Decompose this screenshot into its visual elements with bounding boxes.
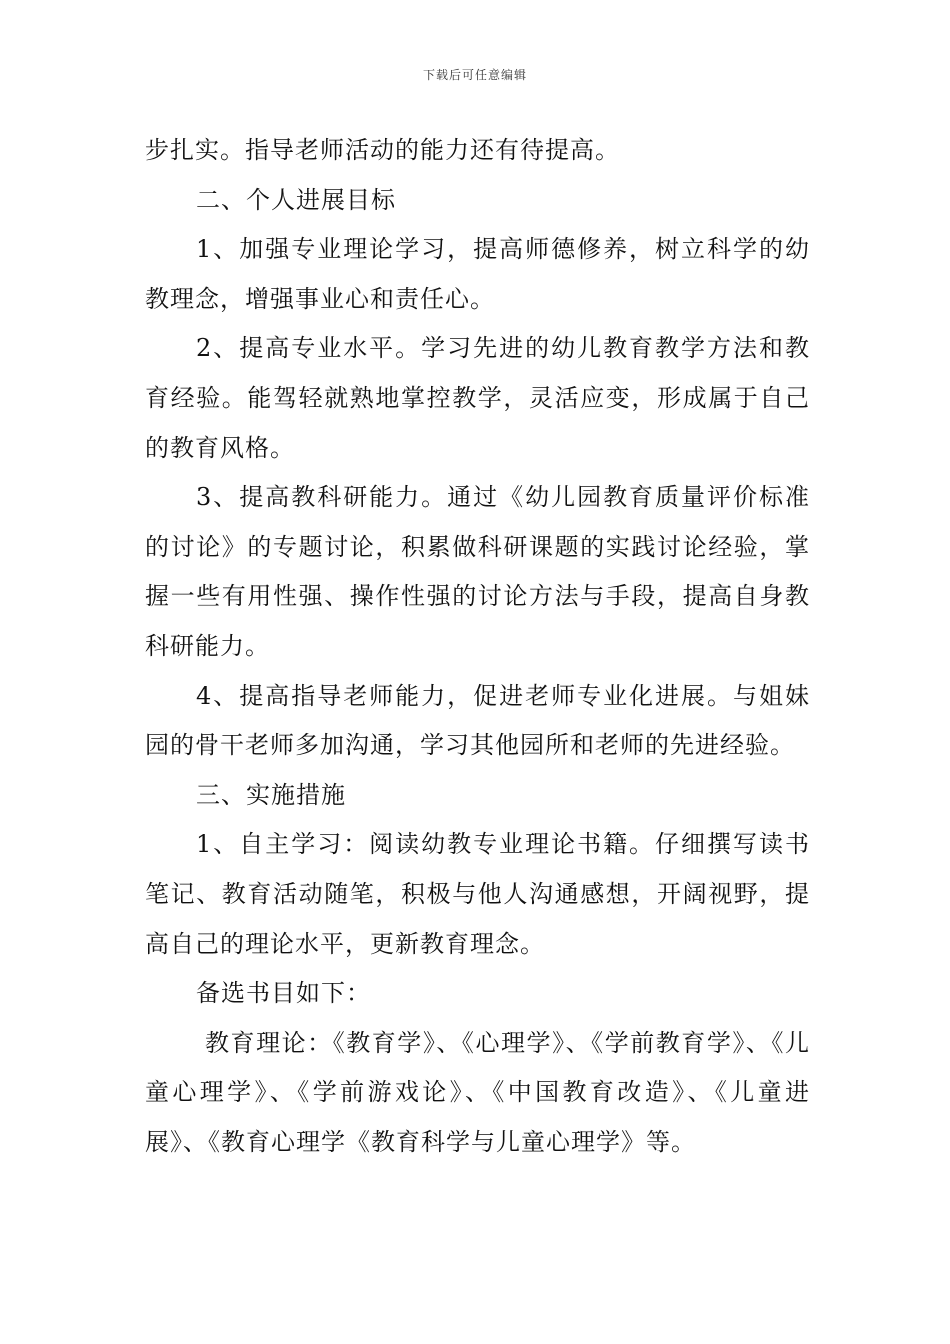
paragraph-goal-4: 4、提高指导老师能力，促进老师专业化进展。与姐妹园的骨干老师多加沟通，学习其他园所和老师的先进经验。: [145, 681, 810, 760]
paragraph-booklist-intro: 备选书目如下：: [196, 979, 371, 1008]
paragraph-goal-1: 1、加强专业理论学习，提高师德修养，树立科学的幼教理念，增强事业心和责任心。: [145, 235, 810, 313]
section-heading-goals: 二、个人进展目标: [196, 185, 396, 214]
header-note: 下载后可任意编辑: [422, 68, 527, 82]
paragraph-booklist: 教育理论：《教育学》、《心理学》、《学前教育学》、《儿童心理学》、《学前游戏论》、《中国教育改造》、《儿童进展》、《教育心理学《教育科学与儿童心理学》等。: [145, 1028, 810, 1156]
paragraph-continuation: 步扎实。指导老师活动的能力还有待提高。: [145, 136, 620, 164]
section-heading-measures: 三、实施措施: [196, 780, 346, 809]
paragraph-goal-2: 2、提高专业水平。学习先进的幼儿教育教学方法和教育经验。能驾轻就熟地掌控教学，灵活应变，形成属于自己的教育风格。: [145, 334, 810, 462]
paragraph-measure-1: 1、自主学习：阅读幼教专业理论书籍。仔细撰写读书笔记、教育活动随笔，积极与他人沟通感想，开阔视野，提高自己的理论水平，更新教育理念。: [145, 830, 810, 958]
paragraph-goal-3: 3、提高教科研能力。通过《幼儿园教育质量评价标准的讨论》的专题讨论，积累做科研课题的实践讨论经验，掌握一些有用性强、操作性强的讨论方法与手段，提高自身教科研能力。: [145, 483, 810, 660]
document-body: [145, 126, 810, 1167]
